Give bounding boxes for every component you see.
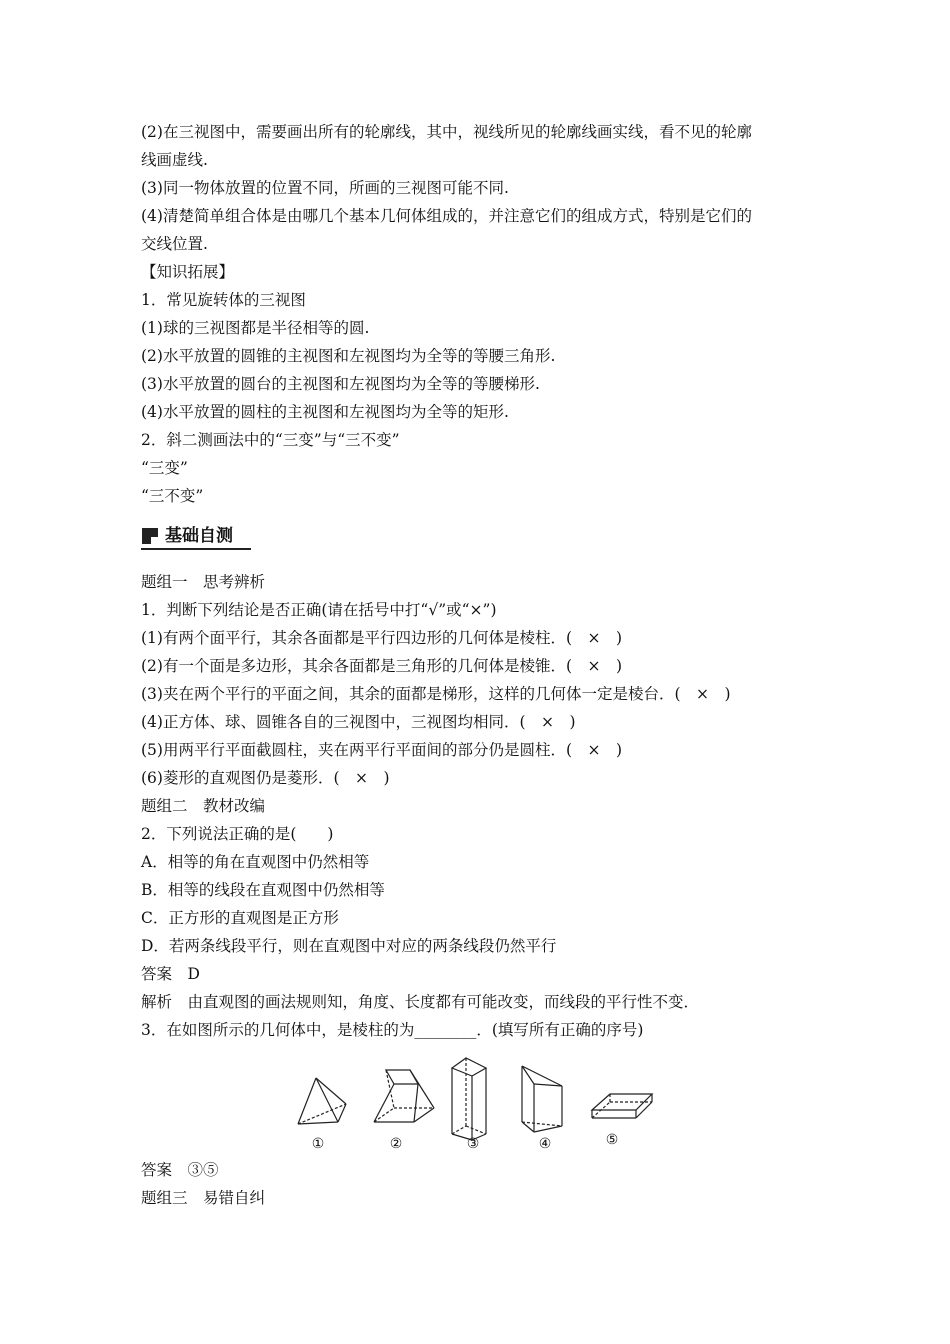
knowledge-extension-heading: 【知识拓展】 [141,263,235,281]
group-heading: 题组三 易错自纠 [141,1189,266,1207]
text-line: 线画虚线. [141,151,208,169]
text-line: (2)水平放置的圆锥的主视图和左视图均为全等的等腰三角形. [141,347,556,365]
text-line: (2)在三视图中，需要画出所有的轮廓线，其中，视线所见的轮廓线画实线，看不见的轮廓 [141,123,752,141]
text-line: (1)球的三视图都是半径相等的圆. [141,319,370,337]
option-b: B．相等的线段在直观图中仍然相等 [141,881,385,899]
section-heading [141,522,251,550]
text-line: (4)水平放置的圆柱的主视图和左视图均为全等的矩形. [141,403,509,421]
tetrahedron-shape [298,1078,346,1124]
option-a: A．相等的角在直观图中仍然相等 [141,853,370,871]
question-item: (3)夹在两个平行的平面之间，其余的面都是梯形，这样的几何体一定是棱台．( × ) [141,685,731,703]
group-heading: 题组二 教材改编 [141,797,266,815]
question-stem: 1．判断下列结论是否正确(请在括号中打“√”或“×”) [141,601,497,619]
figure-label: ① [311,1136,325,1152]
text-line: (3)同一物体放置的位置不同，所画的三视图可能不同. [141,179,509,197]
text-line: 交线位置. [141,235,208,253]
figure-label: ④ [538,1136,552,1152]
text-line: (3)水平放置的圆台的主视图和左视图均为全等的等腰梯形. [141,375,540,393]
question-item: (5)用两平行平面截圆柱，夹在两平行平面间的部分仍是圆柱．( × ) [141,741,623,759]
text-line: 2．斜二测画法中的“三变”与“三不变” [141,431,400,449]
option-c: C．正方形的直观图是正方形 [141,909,339,927]
section-title: 基础自测 [165,526,233,546]
question-item: (1)有两个面平行，其余各面都是平行四边形的几何体是棱柱．( × ) [141,629,623,647]
text-line: “三变” [141,459,188,477]
text-line: (4)清楚简单组合体是由哪几个基本几何体组成的，并注意它们的组成方式，特别是它们的 [141,207,752,225]
figure-label: ③ [466,1136,480,1152]
figure-label: ⑤ [605,1132,619,1148]
question-item: (4)正方体、球、圆锥各自的三视图中，三视图均相同．( × ) [141,713,576,731]
question-item: (2)有一个面是多边形，其余各面都是三角形的几何体是棱锥．( × ) [141,657,623,675]
answer: 答案 D [141,965,200,983]
analysis: 解析 由直观图的画法规则知，角度、长度都有可能改变，而线段的平行性不变． [141,993,700,1011]
question-stem: 2．下列说法正确的是( ) [141,825,334,843]
oblique-solid-shape [522,1066,562,1132]
prism-shape [452,1058,486,1140]
figure-label: ② [389,1136,403,1152]
question-item: (6)菱形的直观图仍是菱形．( × ) [141,769,390,787]
text-line: “三不变” [141,487,204,505]
answer: 答案 ③⑤ [141,1161,219,1179]
option-d: D．若两条线段平行，则在直观图中对应的两条线段仍然平行 [141,937,557,955]
flat-prism-shape [592,1094,652,1118]
section-underline [141,548,251,550]
geometry-figure [290,1052,670,1156]
frustum-shape [374,1070,434,1122]
group-heading: 题组一 思考辨析 [141,573,266,591]
text-line: 1．常见旋转体的三视图 [141,291,306,309]
question-stem: 3．在如图所示的几何体中，是棱柱的为________．(填写所有正确的序号) [141,1021,644,1039]
